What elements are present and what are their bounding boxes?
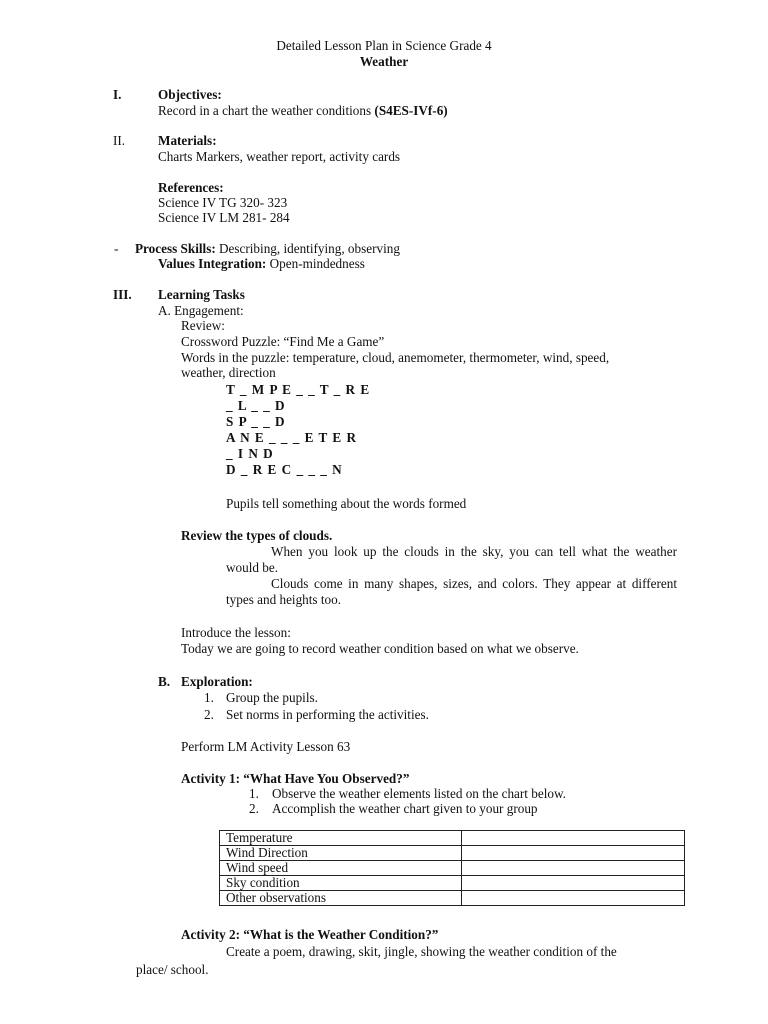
step-text: Set norms in performing the activities. — [226, 707, 429, 722]
competency-code: (S4ES-IVf-6) — [374, 103, 448, 118]
step-number: 2. — [204, 707, 214, 722]
reference-item: Science IV LM 281- 284 — [158, 210, 290, 225]
process-skills: Process Skills: Describing, identifying, observing — [135, 241, 400, 256]
puzzle-words-line: Words in the puzzle: temperature, cloud, anemometer, thermometer, wind, speed, — [181, 350, 610, 365]
step-text: Observe the weather elements listed on the chart below. — [272, 786, 566, 801]
engagement-label: A. Engagement: — [158, 303, 244, 318]
weather-chart-table — [219, 830, 685, 906]
table-row — [220, 876, 685, 891]
learning-tasks-heading: Learning Tasks — [158, 287, 245, 302]
chart-row-value-cell — [462, 861, 685, 876]
clouds-paragraph: Clouds come in many shapes, sizes, and colors. They appear at different types and heights too. — [226, 576, 677, 607]
introduce-label: Introduce the lesson: — [181, 625, 291, 640]
section-number-objectives: I. — [113, 87, 122, 102]
document-title: Detailed Lesson Plan in Science Grade 4 — [276, 38, 492, 53]
table-row — [220, 891, 685, 906]
chart-row-value-cell — [462, 876, 685, 891]
materials-text: Charts Markers, weather report, activity cards — [158, 149, 401, 164]
perform-activity-text: Perform LM Activity Lesson 63 — [181, 739, 351, 754]
chart-row-label: Wind speed — [220, 861, 462, 876]
step-text: Group the pupils. — [226, 690, 318, 705]
references-heading: References: — [158, 180, 224, 195]
materials-heading: Materials: — [158, 133, 217, 148]
crossword-title: Crossword Puzzle: “Find Me a Game” — [181, 334, 385, 349]
chart-row-value-cell — [462, 891, 685, 906]
puzzle-word: _ I N D — [226, 446, 274, 461]
section-number-materials: II. — [113, 133, 126, 148]
exploration-letter: B. — [158, 674, 171, 689]
puzzle-word: S P _ _ D — [226, 414, 286, 429]
bullet-dash: - — [114, 241, 119, 256]
review-label: Review: — [181, 318, 225, 333]
chart-row-value-cell — [462, 831, 685, 846]
objectives-heading: Objectives: — [158, 87, 222, 102]
table-row — [220, 861, 685, 876]
step-number: 1. — [204, 690, 214, 705]
activity2-title: Activity 2: “What is the Weather Condition?” — [181, 927, 439, 942]
objectives-text: Record in a chart the weather conditions (S4ES-IVf-6) — [158, 103, 448, 118]
chart-row-label: Other observations — [220, 891, 462, 906]
values-integration: Values Integration: Open-mindedness — [158, 256, 365, 271]
step-text: Accomplish the weather chart given to your group — [272, 801, 538, 816]
section-number-learning: III. — [113, 287, 132, 302]
chart-row-label: Wind Direction — [220, 846, 462, 861]
pupils-tell-text: Pupils tell something about the words formed — [226, 496, 467, 511]
table-row — [220, 831, 685, 846]
activity2-text-line: place/ school. — [136, 962, 209, 977]
table-row — [220, 846, 685, 861]
today-text: Today we are going to record weather condition based on what we observe. — [181, 641, 579, 656]
step-number: 2. — [249, 801, 259, 816]
exploration-heading: Exploration: — [181, 674, 253, 689]
activity1-title: Activity 1: “What Have You Observed?” — [181, 771, 410, 786]
clouds-paragraph: When you look up the clouds in the sky, you can tell what the weather would be. — [226, 544, 677, 575]
puzzle-word: A N E _ _ _ E T E R — [226, 430, 358, 445]
step-number: 1. — [249, 786, 259, 801]
puzzle-word: D _ R E C _ _ _ N — [226, 462, 343, 477]
puzzle-words-line: weather, direction — [181, 365, 276, 380]
document-subtitle: Weather — [359, 54, 409, 69]
chart-row-value-cell — [462, 846, 685, 861]
chart-row-label: Sky condition — [220, 876, 462, 891]
clouds-heading: Review the types of clouds. — [181, 528, 333, 543]
chart-row-label: Temperature — [220, 831, 462, 846]
puzzle-word: T _ M P E _ _ T _ R E — [226, 382, 371, 397]
activity2-text-line: Create a poem, drawing, skit, jingle, showing the weather condition of the — [226, 944, 617, 959]
reference-item: Science IV TG 320- 323 — [158, 195, 288, 210]
puzzle-word: _ L _ _ D — [226, 398, 286, 413]
